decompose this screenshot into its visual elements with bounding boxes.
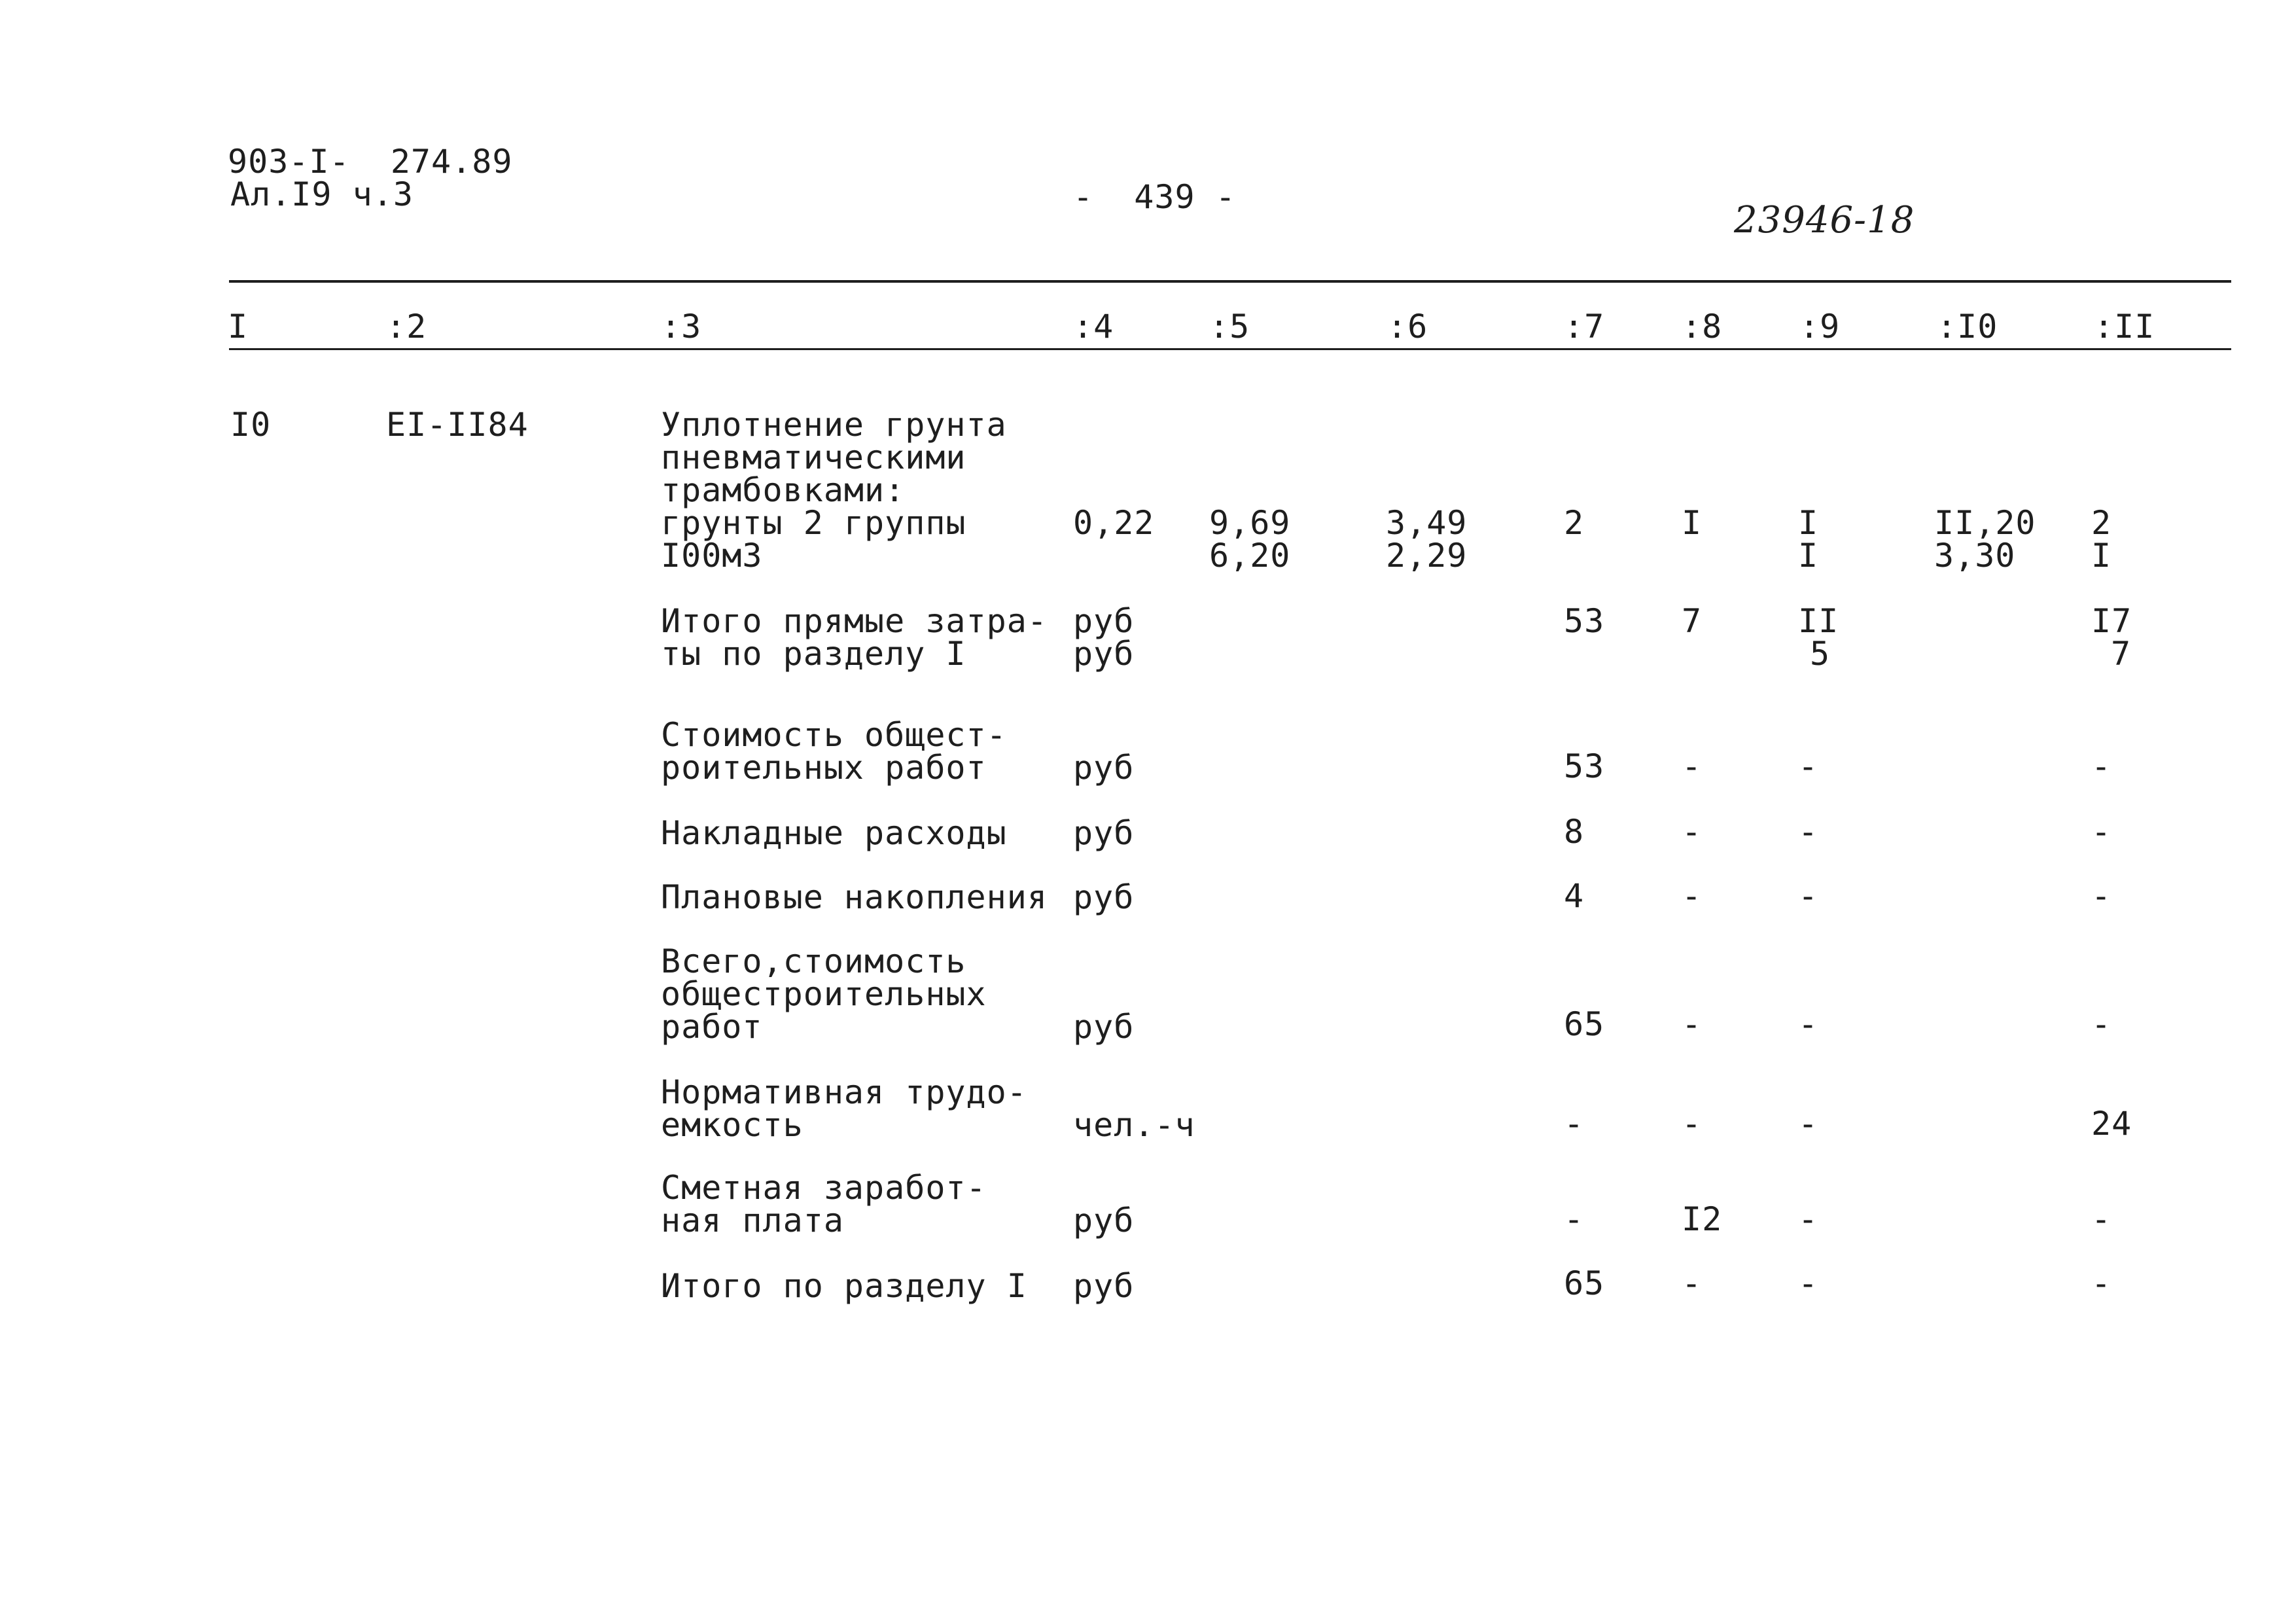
column-header-11: :II bbox=[2094, 308, 2155, 346]
row-col11: - bbox=[2091, 877, 2112, 915]
row-unit: руб bbox=[1073, 602, 1135, 640]
row-col9: - bbox=[1798, 877, 1819, 915]
row-unit: руб bbox=[1073, 1267, 1135, 1305]
row-col8: - bbox=[1682, 1264, 1703, 1302]
row-col9: - bbox=[1798, 1105, 1819, 1143]
item-description-line: пневматическими bbox=[661, 438, 966, 476]
row-col11-bottom: 7 bbox=[2111, 635, 2132, 673]
item-col10-top: II,20 bbox=[1934, 504, 2036, 542]
designation-line-2: Ал.I9 ч.3 bbox=[230, 175, 414, 213]
column-header-8: :8 bbox=[1682, 308, 1723, 346]
row-col9-top: II bbox=[1798, 602, 1839, 640]
item-col7: 2 bbox=[1564, 504, 1585, 542]
item-col11-bottom: I bbox=[2091, 537, 2112, 575]
row-col8: - bbox=[1682, 1005, 1703, 1043]
row-unit: руб bbox=[1073, 635, 1135, 673]
row-label: Накладные расходы bbox=[661, 814, 1007, 852]
row-col7: 53 bbox=[1564, 747, 1605, 785]
row-col11: - bbox=[2091, 813, 2112, 851]
row-label: Итого по разделу I bbox=[661, 1267, 1027, 1305]
row-col8: 7 bbox=[1682, 602, 1703, 640]
item-number: I0 bbox=[230, 406, 272, 444]
row-col9: - bbox=[1798, 1200, 1819, 1238]
row-col11: - bbox=[2091, 1005, 2112, 1043]
row-label-line: ная плата bbox=[661, 1202, 844, 1240]
item-description-line: трамбовками: bbox=[661, 471, 906, 509]
row-col11: - bbox=[2091, 747, 2112, 785]
row-unit: руб bbox=[1073, 814, 1135, 852]
column-header-1: I bbox=[228, 308, 249, 346]
row-unit: руб bbox=[1073, 1202, 1135, 1240]
item-col11-top: 2 bbox=[2091, 504, 2112, 542]
column-header-10: :I0 bbox=[1937, 308, 1998, 346]
row-col7: 65 bbox=[1564, 1005, 1605, 1043]
row-col8: - bbox=[1682, 877, 1703, 915]
column-header-2: :2 bbox=[386, 308, 427, 346]
row-unit: руб bbox=[1073, 1008, 1135, 1046]
row-col9: - bbox=[1798, 1005, 1819, 1043]
page-number: - 439 - bbox=[1073, 178, 1236, 216]
row-col7: 4 bbox=[1564, 877, 1585, 915]
row-col7: 8 bbox=[1564, 813, 1585, 851]
row-label-line: емкость bbox=[661, 1106, 804, 1144]
row-label-line: Нормативная трудо- bbox=[661, 1073, 1027, 1111]
item-description-line: грунты 2 группы bbox=[661, 504, 966, 542]
designation-line-1: 903-I- 274.89 bbox=[228, 143, 513, 181]
row-unit: руб bbox=[1073, 749, 1135, 787]
row-label-line: общестроительных bbox=[661, 975, 987, 1013]
row-label-line: работ bbox=[661, 1008, 763, 1046]
row-col9: - bbox=[1798, 1264, 1819, 1302]
row-label: Плановые накопления bbox=[661, 878, 1048, 916]
row-col11: - bbox=[2091, 1200, 2112, 1238]
column-header-6: :6 bbox=[1387, 308, 1428, 346]
row-col9: - bbox=[1798, 747, 1819, 785]
row-col9-bottom: 5 bbox=[1810, 635, 1831, 673]
item-col8: I bbox=[1682, 504, 1703, 542]
item-col6-bottom: 2,29 bbox=[1386, 537, 1468, 575]
row-label-line: роительных работ bbox=[661, 749, 987, 787]
row-label-line: Итого прямые затра- bbox=[661, 602, 1048, 640]
header-rule bbox=[229, 348, 2231, 350]
row-col11: 24 bbox=[2091, 1105, 2132, 1143]
row-col7: - bbox=[1564, 1200, 1585, 1238]
column-header-7: :7 bbox=[1564, 308, 1605, 346]
item-col10-bottom: 3,30 bbox=[1934, 537, 2016, 575]
row-label-line: Сметная заработ- bbox=[661, 1169, 987, 1207]
row-col8: - bbox=[1682, 747, 1703, 785]
item-code: EI-II84 bbox=[386, 406, 529, 444]
column-header-9: :9 bbox=[1799, 308, 1841, 346]
row-col8: I2 bbox=[1682, 1200, 1723, 1238]
item-col4: 0,22 bbox=[1073, 504, 1155, 542]
column-header-5: :5 bbox=[1209, 308, 1250, 346]
row-col7: 53 bbox=[1564, 602, 1605, 640]
item-col6-top: 3,49 bbox=[1386, 504, 1468, 542]
row-col11-top: I7 bbox=[2091, 602, 2132, 640]
item-description-line: Уплотнение грунта bbox=[661, 406, 1007, 444]
top-rule bbox=[229, 280, 2231, 283]
row-col8: - bbox=[1682, 813, 1703, 851]
row-col7: 65 bbox=[1564, 1264, 1605, 1302]
row-label-line: Всего,стоимость bbox=[661, 942, 966, 980]
row-col8: - bbox=[1682, 1105, 1703, 1143]
row-col9: - bbox=[1798, 813, 1819, 851]
row-unit: руб bbox=[1073, 878, 1135, 916]
row-unit: чел.-ч bbox=[1073, 1106, 1195, 1144]
row-col11: - bbox=[2091, 1264, 2112, 1302]
row-label-line: ты по разделу I bbox=[661, 635, 966, 673]
item-col5-top: 9,69 bbox=[1209, 504, 1291, 542]
column-header-3: :3 bbox=[661, 308, 702, 346]
item-col9-bottom: I bbox=[1798, 537, 1819, 575]
item-col9-top: I bbox=[1798, 504, 1819, 542]
inventory-number: 23946-18 bbox=[1734, 199, 1915, 241]
column-header-4: :4 bbox=[1073, 308, 1114, 346]
item-description-line: I00м3 bbox=[661, 537, 763, 575]
item-col5-bottom: 6,20 bbox=[1209, 537, 1291, 575]
row-label-line: Стоимость общест- bbox=[661, 716, 1007, 754]
row-col7: - bbox=[1564, 1105, 1585, 1143]
